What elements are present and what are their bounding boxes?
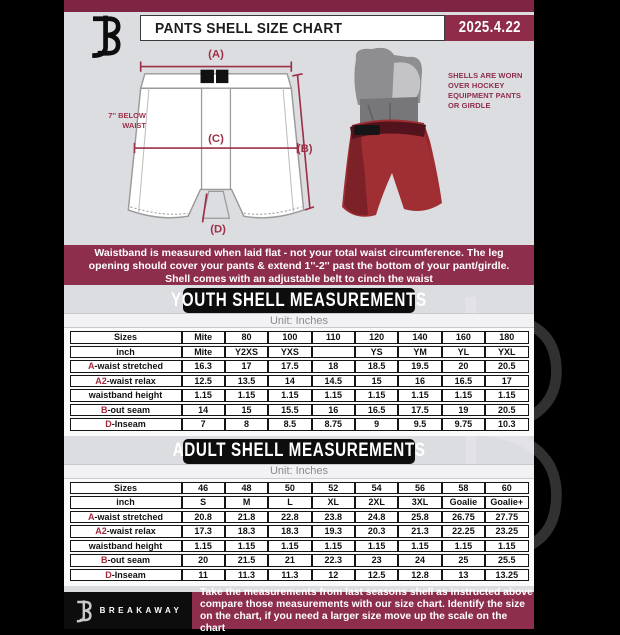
table-cell: YXL: [485, 346, 528, 359]
diagram-label-b: (B): [296, 143, 313, 156]
table-cell: 13.25: [485, 569, 528, 582]
table-cell: Y2XS: [225, 346, 268, 359]
table-cell: 1.15: [485, 540, 528, 553]
table-cell: 12: [312, 569, 355, 582]
footer-note-line1: Take the measurements from last seasons shell as instructed above: [200, 586, 533, 598]
table-cell: 48: [225, 482, 268, 495]
table-cell: 22.8: [268, 511, 311, 524]
table-row: [70, 375, 529, 388]
header: [64, 12, 534, 45]
table-cell: 12.8: [398, 569, 441, 582]
row-label: A2-waist relax: [70, 375, 182, 388]
table-row: [70, 360, 529, 373]
table-cell: M: [225, 496, 268, 509]
row-label: Sizes: [70, 482, 182, 495]
table-cell: 1.15: [225, 540, 268, 553]
table-cell: 25.5: [485, 554, 528, 567]
table-cell: 60: [485, 482, 528, 495]
table-row: [70, 418, 529, 431]
row-label: A-waist stretched: [70, 511, 182, 524]
table-row: [70, 554, 529, 567]
table-cell: 16: [398, 375, 441, 388]
table-cell: 160: [442, 331, 485, 344]
footer: [64, 586, 534, 634]
adult-measurements-table: [70, 480, 529, 584]
caption-line: SHELLS ARE WORN: [448, 71, 523, 80]
table-cell: 13.5: [225, 375, 268, 388]
table-row: [70, 482, 529, 495]
table-cell: 18.3: [225, 525, 268, 538]
top-accent-strip: [64, 0, 534, 12]
table-cell: 15.5: [268, 404, 311, 417]
table-row: [70, 540, 529, 553]
caption-line: EQUIPMENT PANTS: [448, 91, 522, 101]
table-cell: 1.15: [442, 389, 485, 402]
table-cell: 14: [268, 375, 311, 388]
table-cell: YXS: [268, 346, 311, 359]
footer-brand-text: BREAKAWAY: [99, 606, 183, 615]
table-cell: 20.8: [182, 511, 225, 524]
table-cell: 20.3: [355, 525, 398, 538]
table-cell: 52: [312, 482, 355, 495]
table-cell: 15: [225, 404, 268, 417]
table-cell: 25.8: [398, 511, 441, 524]
table-cell: 18.5: [355, 360, 398, 373]
table-cell: 1.15: [398, 389, 441, 402]
table-cell: 54: [355, 482, 398, 495]
table-cell: 23: [355, 554, 398, 567]
table-cell: 24: [398, 554, 441, 567]
footer-brand-box: [64, 592, 192, 629]
table-cell: 18.3: [268, 525, 311, 538]
table-cell: 13: [442, 569, 485, 582]
diagram-label-a: (A): [208, 48, 224, 61]
adult-table-strip: [64, 464, 534, 587]
table-cell: 23.8: [312, 511, 355, 524]
table-cell: 1.15: [225, 389, 268, 402]
table-cell: 16.5: [355, 404, 398, 417]
table-cell: 17: [485, 375, 528, 388]
table-cell: YM: [398, 346, 441, 359]
pants-measurement-diagram: [116, 47, 316, 243]
table-cell: 16: [312, 404, 355, 417]
table-cell: 58: [442, 482, 485, 495]
table-cell: 19: [442, 404, 485, 417]
banner-line1: Waistband is measured when laid flat - not your total waist circumference. The leg: [94, 247, 504, 259]
table-cell: 20: [182, 554, 225, 567]
table-cell: 11: [182, 569, 225, 582]
below-waist-note-line2: WAIST: [122, 120, 146, 130]
table-cell: 8.75: [312, 418, 355, 431]
diagram-label-d: (D): [210, 223, 226, 236]
table-cell: 180: [485, 331, 528, 344]
row-label: waistband height: [70, 389, 182, 402]
table-cell: Mite: [182, 331, 225, 344]
youth-unit-label: Unit: Inches: [64, 313, 534, 328]
document-page: [64, 0, 534, 634]
below-waist-note-line1: 7'' BELOW: [108, 111, 146, 120]
table-cell: 26.75: [442, 511, 485, 524]
table-row: [70, 404, 529, 417]
row-label: B-out seam: [70, 554, 182, 567]
table-cell: 8.5: [268, 418, 311, 431]
table-cell: 11.3: [268, 569, 311, 582]
below-waist-note: [86, 111, 146, 131]
date-badge: [445, 15, 534, 41]
youth-section-title-text: YOUTH SHELL MEASUREMENTS: [171, 289, 427, 311]
youth-table-strip: [64, 313, 534, 436]
page-title-box: [140, 15, 445, 41]
table-cell: 1.15: [268, 389, 311, 402]
table-cell: 120: [355, 331, 398, 344]
table-cell: 11.3: [225, 569, 268, 582]
table-cell: 1.15: [312, 389, 355, 402]
table-cell: YS: [355, 346, 398, 359]
youth-measurements-table: [70, 329, 529, 433]
table-cell: 1.15: [182, 540, 225, 553]
footer-instructions: [192, 586, 534, 634]
table-cell: 23.25: [485, 525, 528, 538]
table-row: [70, 511, 529, 524]
table-cell: 3XL: [398, 496, 441, 509]
table-cell: 46: [182, 482, 225, 495]
table-cell: 14: [182, 404, 225, 417]
adult-section-title-text: ADULT SHELL MEASUREMENTS: [172, 440, 426, 461]
table-cell: 110: [312, 331, 355, 344]
table-cell: 22.25: [442, 525, 485, 538]
table-cell: 21.8: [225, 511, 268, 524]
table-cell: 25: [442, 554, 485, 567]
diagram-section: [64, 45, 534, 245]
adult-unit-label: Unit: Inches: [64, 464, 534, 479]
table-cell: 16.3: [182, 360, 225, 373]
table-cell: 9.75: [442, 418, 485, 431]
footer-note-line2: compare those measurements with our size chart. Identify the size: [200, 598, 526, 610]
table-cell: 19.3: [312, 525, 355, 538]
table-cell: 9: [355, 418, 398, 431]
table-cell: 12.5: [182, 375, 225, 388]
table-cell: 22.3: [312, 554, 355, 567]
table-cell: L: [268, 496, 311, 509]
table-cell: 7: [182, 418, 225, 431]
table-cell: XL: [312, 496, 355, 509]
breakaway-logo-icon: [74, 599, 92, 623]
table-cell: 24.8: [355, 511, 398, 524]
row-label: waistband height: [70, 540, 182, 553]
table-cell: 8: [225, 418, 268, 431]
table-cell: 18: [312, 360, 355, 373]
table-cell: 14.5: [312, 375, 355, 388]
table-cell: 19.5: [398, 360, 441, 373]
table-cell: 1.15: [182, 389, 225, 402]
table-cell: 50: [268, 482, 311, 495]
table-cell: Mite: [182, 346, 225, 359]
table-cell: 21.3: [398, 525, 441, 538]
table-cell: 100: [268, 331, 311, 344]
table-cell: 1.15: [355, 540, 398, 553]
table-cell: 21.5: [225, 554, 268, 567]
row-label: inch: [70, 346, 182, 359]
table-cell: 1.15: [268, 540, 311, 553]
table-cell: 1.15: [485, 389, 528, 402]
table-cell: YL: [442, 346, 485, 359]
table-cell: [312, 346, 355, 359]
table-row: [70, 346, 529, 359]
shell-photo: [338, 45, 450, 241]
table-cell: 17.5: [268, 360, 311, 373]
table-cell: 12.5: [355, 569, 398, 582]
row-label: inch: [70, 496, 182, 509]
table-cell: 56: [398, 482, 441, 495]
table-cell: 16.5: [442, 375, 485, 388]
table-row: [70, 569, 529, 582]
adult-section-title: [172, 439, 426, 464]
table-cell: 20.5: [485, 360, 528, 373]
table-cell: Goalie: [442, 496, 485, 509]
row-label: Sizes: [70, 331, 182, 344]
table-cell: 1.15: [312, 540, 355, 553]
row-label: D-Inseam: [70, 418, 182, 431]
table-cell: 27.75: [485, 511, 528, 524]
youth-section-title: [171, 288, 427, 313]
table-cell: 1.15: [355, 389, 398, 402]
table-cell: 20: [442, 360, 485, 373]
table-cell: 21: [268, 554, 311, 567]
table-cell: 20.5: [485, 404, 528, 417]
table-cell: 80: [225, 331, 268, 344]
footer-note-line3: on the chart, if you need a larger size move up the scale on the chart: [200, 610, 508, 634]
table-cell: 140: [398, 331, 441, 344]
diagram-label-c: (C): [208, 132, 224, 145]
row-label: A-waist stretched: [70, 360, 182, 373]
table-cell: 10.3: [485, 418, 528, 431]
table-cell: 17.5: [398, 404, 441, 417]
table-cell: Goalie+: [485, 496, 528, 509]
table-cell: 2XL: [355, 496, 398, 509]
table-cell: 17.3: [182, 525, 225, 538]
banner-line3: Shell comes with an adjustable belt to cinch the waist: [165, 273, 433, 285]
waistband-info-banner: [64, 245, 534, 285]
row-label: A2-waist relax: [70, 525, 182, 538]
page-title: PANTS SHELL SIZE CHART: [155, 19, 343, 37]
caption-line: OR GIRDLE: [448, 101, 491, 111]
row-label: B-out seam: [70, 404, 182, 417]
table-row: [70, 496, 529, 509]
table-cell: 1.15: [398, 540, 441, 553]
table-cell: 15: [355, 375, 398, 388]
table-cell: 17: [225, 360, 268, 373]
table-cell: S: [182, 496, 225, 509]
shell-photo-caption: [448, 71, 532, 112]
date-text: 2025.4.22: [458, 19, 521, 36]
table-row: [70, 389, 529, 402]
banner-line2: opening should cover your pants & extend 1''-2'' past the bottom of your pant/girdle.: [88, 260, 510, 272]
caption-line: OVER HOCKEY: [448, 81, 505, 91]
table-row: [70, 525, 529, 538]
table-cell: 1.15: [442, 540, 485, 553]
table-row: [70, 331, 529, 344]
table-cell: 9.5: [398, 418, 441, 431]
row-label: D-Inseam: [70, 569, 182, 582]
